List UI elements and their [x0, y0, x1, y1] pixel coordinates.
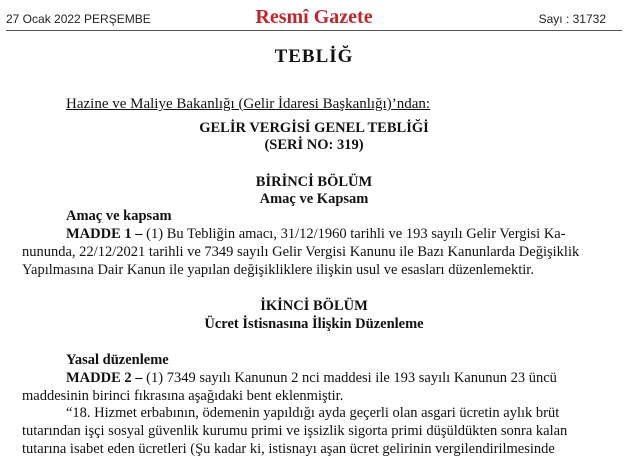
article2-text-1: (1) 7349 sayılı Kanunun 2 nci maddesi ile 193 sayılı Kanunun 23 üncü	[142, 370, 557, 386]
quote-line3: tutarına isabet eden ücretleri (Şu kadar ki, istisnayı aşan ücret gelirinin vergilendirilmesinde	[22, 441, 555, 457]
issue-number: Sayı : 31732	[538, 12, 606, 26]
quote-line1: “18. Hizmet erbabının, ödemenin yapıldığı ayda geçerli olan asgari ücretin aylık brüt	[66, 405, 560, 421]
article2-label: MADDE 2 –	[66, 370, 143, 386]
section1-heading: BİRİNCİ BÖLÜM	[255, 174, 373, 190]
section2-subheading: Ücret İstisnasına İlişkin Düzenleme	[204, 316, 424, 332]
article1-heading: Amaç ve kapsam	[66, 208, 172, 224]
communique-title: GELİR VERGİSİ GENEL TEBLİĞİ	[199, 120, 429, 136]
article2-heading: Yasal düzenleme	[66, 352, 169, 368]
article2-line1	[66, 369, 611, 387]
gazette-header	[0, 0, 628, 30]
gazette-title: Resmî Gazete	[255, 6, 373, 28]
article2-line2: maddesinin birinci fıkrasına aşağıdaki bent eklenmiştir.	[22, 388, 344, 404]
article1-line3: Yapılmasına Dair Kanun ile yapılan değişikliklere ilişkin usul ve esasları düzenlemektir.	[22, 262, 534, 278]
issuing-authority: Hazine ve Maliye Bakanlığı (Gelir İdaresi Başkanlığı)’ndan:	[66, 96, 431, 112]
article1-label: MADDE 1 –	[66, 226, 143, 242]
section1-subheading: Amaç ve Kapsam	[259, 191, 369, 207]
article1-text-1: (1) Bu Tebliğin amacı, 31/12/1960 tarihli ve 193 sayılı Gelir Vergisi Ka-	[142, 226, 566, 242]
communique-serial: (SERİ NO: 319)	[264, 137, 364, 153]
header-divider	[6, 30, 622, 31]
section2-heading: İKİNCİ BÖLÜM	[260, 298, 368, 314]
article1-line2: nununda, 22/12/2021 tarihli ve 7349 sayılı Gelir Vergisi Kanunu ile Bazı Kanunlarda Değişiklik	[22, 244, 580, 260]
article1-line1	[66, 225, 611, 243]
publication-date: 27 Ocak 2022 PERŞEMBE	[6, 12, 151, 26]
document-type: TEBLİĞ	[274, 46, 354, 67]
quote-line2: tutarından işçi sosyal güvenlik kurumu primi ve işsizlik sigorta primi düşüldükten sonra kalan	[22, 423, 568, 439]
